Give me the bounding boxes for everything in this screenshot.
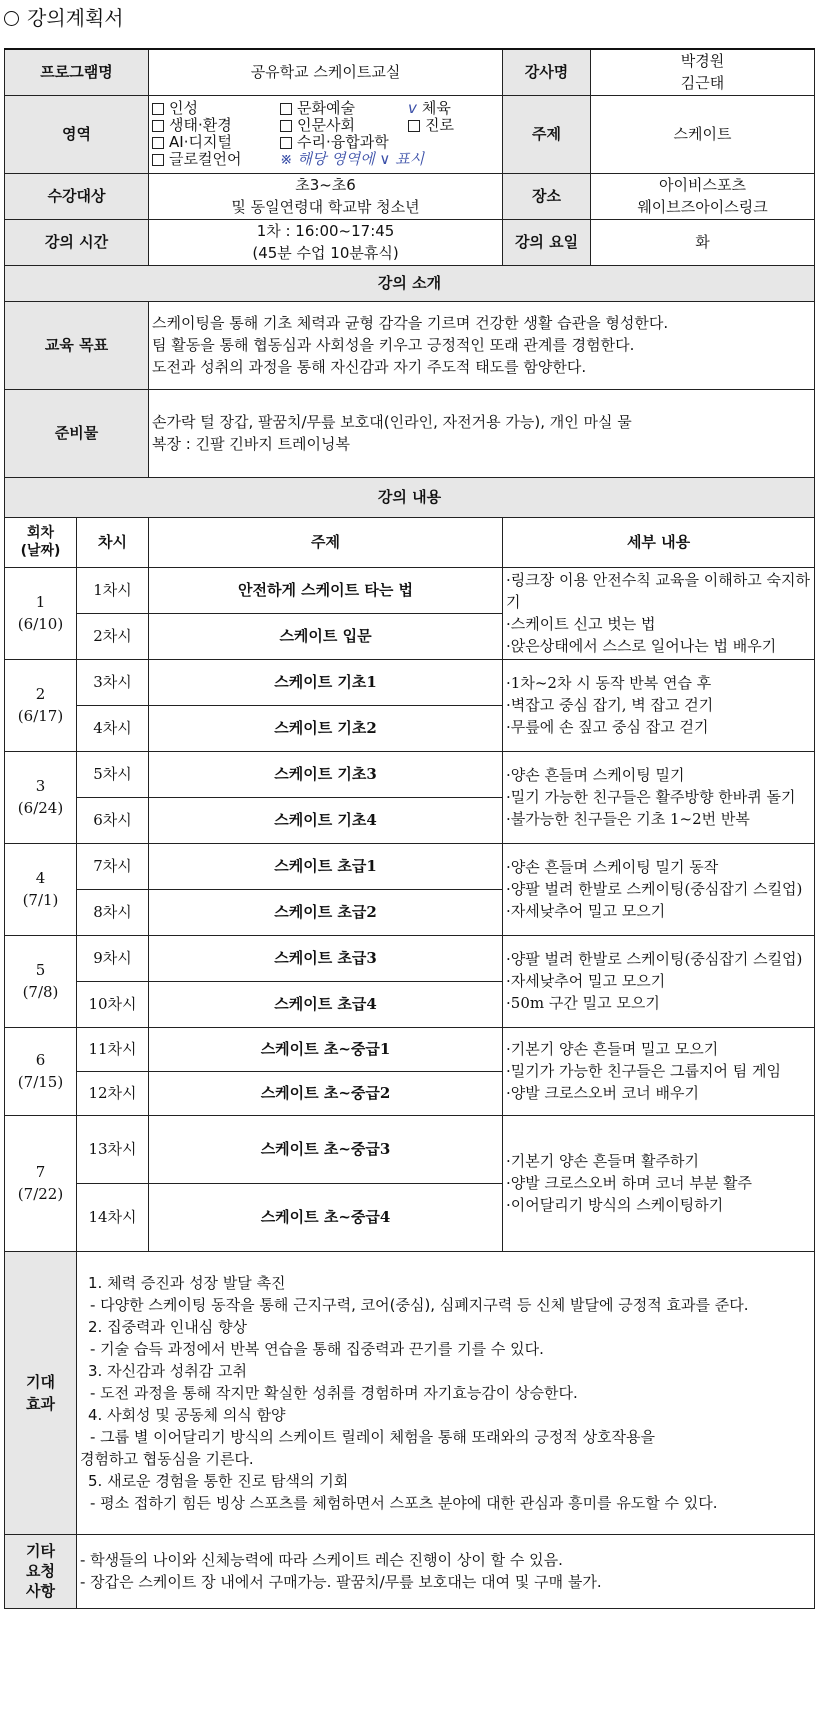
round-number: 3 <box>35 777 46 795</box>
round-header-line: (날짜) <box>20 543 61 559</box>
etc-label <box>5 1534 77 1608</box>
effects-list <box>77 1251 815 1534</box>
day-label: 강의 요일 <box>503 219 591 265</box>
time-value <box>149 219 503 265</box>
detail-item: ·스케이트 신고 벗는 법 <box>506 615 656 633</box>
round-cell <box>5 567 77 659</box>
session-topic: 스케이트 초급2 <box>149 889 503 935</box>
area-checkbox[interactable] <box>408 117 526 134</box>
session-number: 2차시 <box>77 613 149 659</box>
document-title <box>4 4 124 32</box>
topic-header: 주제 <box>149 517 503 567</box>
session-number: 4차시 <box>77 705 149 751</box>
round-date: (6/10) <box>17 615 64 633</box>
subject-label: 주제 <box>503 95 591 173</box>
area-checkbox <box>526 100 596 117</box>
detail-item: ·양발 크로스오버 코너 배우기 <box>506 1084 699 1102</box>
detail-cell <box>503 843 815 935</box>
effect-heading: 2. 집중력과 인내심 향상 <box>88 1317 248 1336</box>
area-note: ※ 해당 영역에 ∨ 표시 <box>280 150 425 168</box>
effect-description: - 기술 습득 과정에서 반복 연습을 통해 집중력과 끈기를 기를 수 있다. <box>90 1339 544 1358</box>
program-label: 프로그램명 <box>5 49 149 95</box>
session-header: 차시 <box>77 517 149 567</box>
area-checkbox[interactable] <box>408 100 526 117</box>
goal-item: 팀 활동을 통해 협동심과 사회성을 키우고 긍정적인 또래 관계를 경험한다. <box>152 336 635 354</box>
instructor-name: 박경원 <box>680 52 725 71</box>
etc-list <box>77 1534 815 1608</box>
area-checkbox[interactable] <box>280 134 408 151</box>
round-date: (6/24) <box>17 799 64 817</box>
session-number: 8차시 <box>77 889 149 935</box>
area-checkbox[interactable] <box>152 100 280 117</box>
session-row <box>5 751 815 797</box>
round-number: 2 <box>35 685 46 703</box>
effect-heading: 5. 새로운 경험을 통한 진로 탐색의 기회 <box>88 1471 349 1490</box>
area-checkbox[interactable] <box>152 134 280 151</box>
session-row <box>5 567 815 613</box>
area-checkbox[interactable] <box>280 117 408 134</box>
detail-cell <box>503 1027 815 1115</box>
round-date: (6/17) <box>17 707 64 725</box>
session-row <box>5 1027 815 1071</box>
detail-item: ·기본기 양손 흔들며 밀고 모으기 <box>506 1040 719 1058</box>
checkbox-icon <box>280 120 292 132</box>
effects-label-line: 효과 <box>26 1394 55 1413</box>
session-topic: 스케이트 초~중급1 <box>149 1027 503 1071</box>
session-topic: 스케이트 기초3 <box>149 751 503 797</box>
target-label: 수강대상 <box>5 173 149 219</box>
round-date: (7/22) <box>17 1185 64 1203</box>
area-checkbox[interactable] <box>280 100 408 117</box>
detail-item: ·밀기가 가능한 친구들은 그룹지어 팀 게임 <box>506 1062 781 1080</box>
session-number: 12차시 <box>77 1071 149 1115</box>
effect-heading: 4. 사회성 및 공동체 의식 함양 <box>88 1405 286 1424</box>
detail-item: ·기본기 양손 흔들며 활주하기 <box>506 1152 699 1170</box>
checkbox-icon <box>152 120 164 132</box>
target-line: 및 동일연령대 학교밖 청소년 <box>231 198 420 216</box>
prep-label: 준비물 <box>5 389 149 477</box>
detail-item: ·양손 흔들며 스케이팅 밀기 <box>506 766 685 784</box>
area-checkbox-label: 문화예술 <box>297 99 355 117</box>
round-header-line: 회차 <box>26 525 55 541</box>
detail-item: ·불가능한 친구들은 기초 1~2번 반복 <box>506 810 750 828</box>
target-value <box>149 173 503 219</box>
detail-cell <box>503 567 815 659</box>
effects-label-line: 기대 <box>26 1372 55 1391</box>
place-value <box>591 173 815 219</box>
session-number: 9차시 <box>77 935 149 981</box>
effect-heading: 1. 체력 증진과 성장 발달 촉진 <box>88 1273 286 1292</box>
area-checkbox-label: AI·디지털 <box>169 133 232 151</box>
day-value: 화 <box>591 219 815 265</box>
session-number: 5차시 <box>77 751 149 797</box>
session-topic: 스케이트 초급4 <box>149 981 503 1027</box>
session-topic: 스케이트 초급1 <box>149 843 503 889</box>
detail-cell <box>503 659 815 751</box>
detail-cell <box>503 935 815 1027</box>
detail-item: ·양팔 벌려 한발로 스케이팅(중심잡기 스킬업) <box>506 950 803 968</box>
place-line: 아이비스포츠 <box>659 176 746 194</box>
detail-item: ·무릎에 손 짚고 중심 잡고 걷기 <box>506 718 709 736</box>
effect-description: - 도전 과정을 통해 작지만 확실한 성취를 경험하며 자기효능감이 상승한다. <box>90 1383 578 1402</box>
instructor-names <box>591 49 815 95</box>
session-topic: 스케이트 기초2 <box>149 705 503 751</box>
detail-item: ·50m 구간 밀고 모으기 <box>506 994 660 1012</box>
session-topic: 스케이트 기초4 <box>149 797 503 843</box>
detail-item: ·양발 크로스오버 하며 코너 부분 활주 <box>506 1174 752 1192</box>
area-checkbox[interactable] <box>152 151 280 168</box>
session-number: 6차시 <box>77 797 149 843</box>
round-number: 6 <box>35 1051 46 1069</box>
round-cell <box>5 843 77 935</box>
session-number: 11차시 <box>77 1027 149 1071</box>
detail-item: ·밀기 가능한 친구들은 활주방향 한바퀴 돌기 <box>506 788 796 806</box>
detail-item: ·링크장 이용 안전수칙 교육을 이해하고 숙지하기 <box>506 571 810 611</box>
session-row <box>5 1115 815 1183</box>
time-line: 1차 : 16:00~17:45 <box>256 222 395 240</box>
session-topic: 스케이트 초~중급3 <box>149 1115 503 1183</box>
effect-description: - 다양한 스케이팅 동작을 통해 근지구력, 코어(중심), 심폐지구력 등 신체 발달에 긍정적 효과를 준다. <box>90 1295 749 1314</box>
session-row <box>5 659 815 705</box>
detail-item: ·벽잡고 중심 잡기, 벽 잡고 걷기 <box>506 696 714 714</box>
effects-label <box>5 1251 77 1534</box>
round-date: (7/1) <box>22 891 59 909</box>
etc-label-line: 기타 <box>26 1542 55 1560</box>
round-number: 5 <box>35 961 46 979</box>
session-topic: 스케이트 초~중급2 <box>149 1071 503 1115</box>
goal-item: 도전과 성취의 과정을 통해 자신감과 자기 주도적 태도를 함양한다. <box>152 358 587 376</box>
etc-label-line: 사항 <box>26 1582 55 1600</box>
detail-cell <box>503 1115 815 1251</box>
round-number: 7 <box>35 1163 46 1181</box>
instructor-name: 김근태 <box>680 74 725 93</box>
detail-item: ·양손 흔들며 스케이팅 밀기 동작 <box>506 858 719 876</box>
area-checkbox <box>408 134 526 151</box>
session-number: 14차시 <box>77 1183 149 1251</box>
detail-header: 세부 내용 <box>503 517 815 567</box>
round-cell <box>5 751 77 843</box>
area-checkbox-label: 체육 <box>421 99 451 117</box>
etc-item: - 학생들의 나이와 신체능력에 따라 스케이트 레슨 진행이 상이 할 수 있음. <box>80 1551 563 1569</box>
round-cell <box>5 1115 77 1251</box>
goal-list <box>149 301 815 389</box>
round-number: 1 <box>35 593 46 611</box>
etc-label-line: 요청 <box>26 1562 55 1580</box>
session-number: 13차시 <box>77 1115 149 1183</box>
checkbox-icon <box>152 137 164 149</box>
circle-bullet-icon <box>4 11 19 26</box>
etc-item: - 장갑은 스케이트 장 내에서 구매가능. 팔꿈치/무릎 보호대는 대여 및 구매 불가. <box>80 1573 602 1591</box>
detail-item: ·앉은상태에서 스스로 일어나는 법 배우기 <box>506 637 777 655</box>
target-line: 초3~초6 <box>295 176 356 194</box>
detail-cell <box>503 751 815 843</box>
place-label: 장소 <box>503 173 591 219</box>
effect-description: - 평소 접하기 힘든 빙상 스포츠를 체험하면서 스포츠 분야에 대한 관심과 흥미를 유도할 수 있다. <box>90 1493 718 1512</box>
effect-heading: 3. 자신감과 성취감 고취 <box>88 1361 248 1380</box>
intro-section-header: 강의 소개 <box>5 265 815 301</box>
round-cell <box>5 1027 77 1115</box>
checkbox-icon <box>152 103 164 115</box>
lecture-plan-table <box>4 48 815 1609</box>
session-topic: 안전하게 스케이트 타는 법 <box>149 567 503 613</box>
round-header <box>5 517 77 567</box>
check-mark-icon: v <box>408 99 417 117</box>
goal-item: 스케이팅을 통해 기초 체력과 균형 감각을 기르며 건강한 생활 습관을 형성한다. <box>152 314 669 332</box>
checkbox-icon <box>280 137 292 149</box>
checkbox-icon <box>280 103 292 115</box>
area-checkbox-label: 인문사회 <box>297 116 355 134</box>
area-checkbox-label: 글로컬언어 <box>169 150 242 168</box>
detail-item: ·이어달리기 방식의 스케이팅하기 <box>506 1196 724 1214</box>
session-number: 1차시 <box>77 567 149 613</box>
time-label: 강의 시간 <box>5 219 149 265</box>
round-cell <box>5 659 77 751</box>
session-row <box>5 935 815 981</box>
round-date: (7/15) <box>17 1073 64 1091</box>
place-line: 웨이브즈아이스링크 <box>637 198 768 216</box>
area-checkbox-label: 수리·융합과학 <box>297 133 389 151</box>
instructor-label: 강사명 <box>503 49 591 95</box>
time-line: (45분 수업 10분휴식) <box>252 244 399 262</box>
goal-label: 교육 목표 <box>5 301 149 389</box>
effect-description: 경험하고 협동심을 기른다. <box>80 1449 254 1468</box>
round-date: (7/8) <box>22 983 59 1001</box>
round-cell <box>5 935 77 1027</box>
session-topic: 스케이트 기초1 <box>149 659 503 705</box>
detail-item: ·자세낮추어 밀고 모으기 <box>506 902 666 920</box>
prep-value <box>149 389 815 477</box>
checkbox-icon <box>408 120 420 132</box>
session-number: 7차시 <box>77 843 149 889</box>
effect-description: - 그룹 별 이어달리기 방식의 스케이트 릴레이 체험을 통해 또래와의 긍정적 상호작용을 <box>90 1427 656 1446</box>
area-checkbox-group <box>149 95 503 173</box>
prep-line: 복장 : 긴팔 긴바지 트레이닝복 <box>152 435 351 453</box>
detail-item: ·자세낮추어 밀고 모으기 <box>506 972 666 990</box>
area-checkbox[interactable] <box>152 117 280 134</box>
area-checkbox-label: 진로 <box>425 116 454 134</box>
session-topic: 스케이트 입문 <box>149 613 503 659</box>
area-checkbox-label: 인성 <box>169 99 198 117</box>
detail-item: ·1차~2차 시 동작 반복 연습 후 <box>506 674 712 692</box>
prep-line: 손가락 털 장갑, 팔꿈치/무릎 보호대(인라인, 자전거용 가능), 개인 마실 물 <box>152 413 632 431</box>
content-section-header: 강의 내용 <box>5 477 815 517</box>
area-label: 영역 <box>5 95 149 173</box>
session-number: 10차시 <box>77 981 149 1027</box>
session-topic: 스케이트 초~중급4 <box>149 1183 503 1251</box>
round-number: 4 <box>35 869 46 887</box>
session-row <box>5 843 815 889</box>
session-number: 3차시 <box>77 659 149 705</box>
session-topic: 스케이트 초급3 <box>149 935 503 981</box>
area-checkbox-label: 생태·환경 <box>169 116 232 134</box>
document-title-text: 강의계획서 <box>27 6 124 30</box>
subject-value: 스케이트 <box>591 95 815 173</box>
detail-item: ·양팔 벌려 한발로 스케이팅(중심잡기 스킬업) <box>506 880 803 898</box>
checkbox-icon <box>152 154 164 166</box>
program-name: 공유학교 스케이트교실 <box>149 49 503 95</box>
